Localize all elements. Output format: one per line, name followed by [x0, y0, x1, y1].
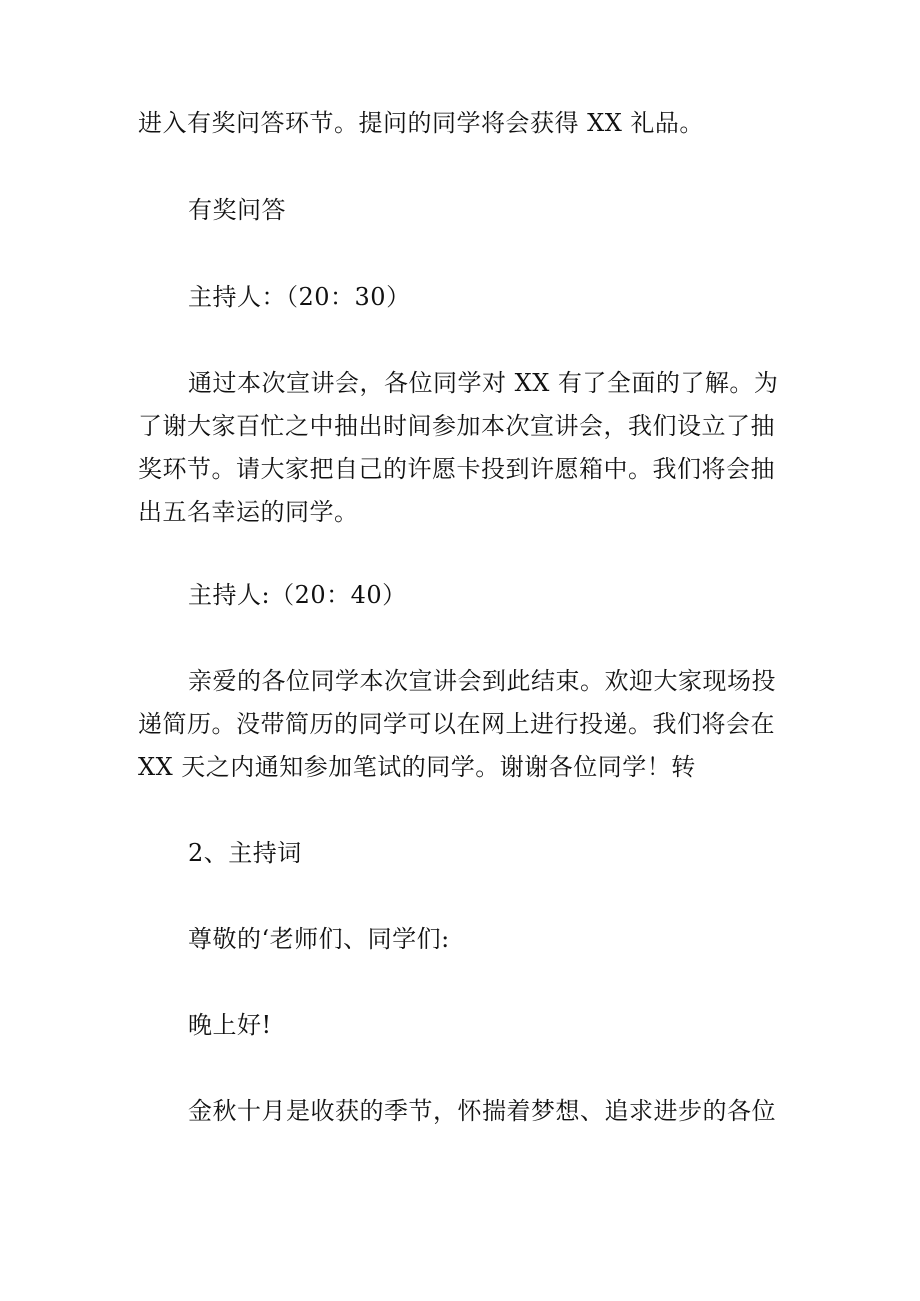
greeting-salutation: 尊敬的‘老师们、同学们: — [188, 925, 450, 953]
host-time-2030: 主持人：（20：30） — [188, 283, 411, 311]
paragraph-closing: 亲爱的各位同学本次宣讲会到此结束。欢迎大家现场投递简历。没带简历的同学可以在网上进行投递。我们将会在 XX 天之内通知参加笔试的同学。谢谢各位同学！转 — [138, 667, 776, 781]
host-time-2040: 主持人:（20：40） — [188, 581, 407, 609]
section-heading-qa: 有奖问答 — [188, 196, 286, 224]
paragraph-autumn: 金秋十月是收获的季节，怀揣着梦想、追求进步的各位 — [188, 1097, 776, 1125]
greeting-evening: 晚上好! — [188, 1011, 272, 1039]
paragraph-intro: 进入有奖问答环节。提问的同学将会获得 XX 礼品。 — [138, 109, 704, 137]
section-heading-host-script: 2、主持词 — [188, 839, 302, 867]
paragraph-lottery: 通过本次宣讲会，各位同学对 XX 有了全面的了解。为了谢大家百忙之中抽出时间参加本次宣讲会，我们设立了抽奖环节。请大家把自己的许愿卡投到许愿箱中。我们将会抽出五名幸运的同学。 — [138, 369, 779, 526]
